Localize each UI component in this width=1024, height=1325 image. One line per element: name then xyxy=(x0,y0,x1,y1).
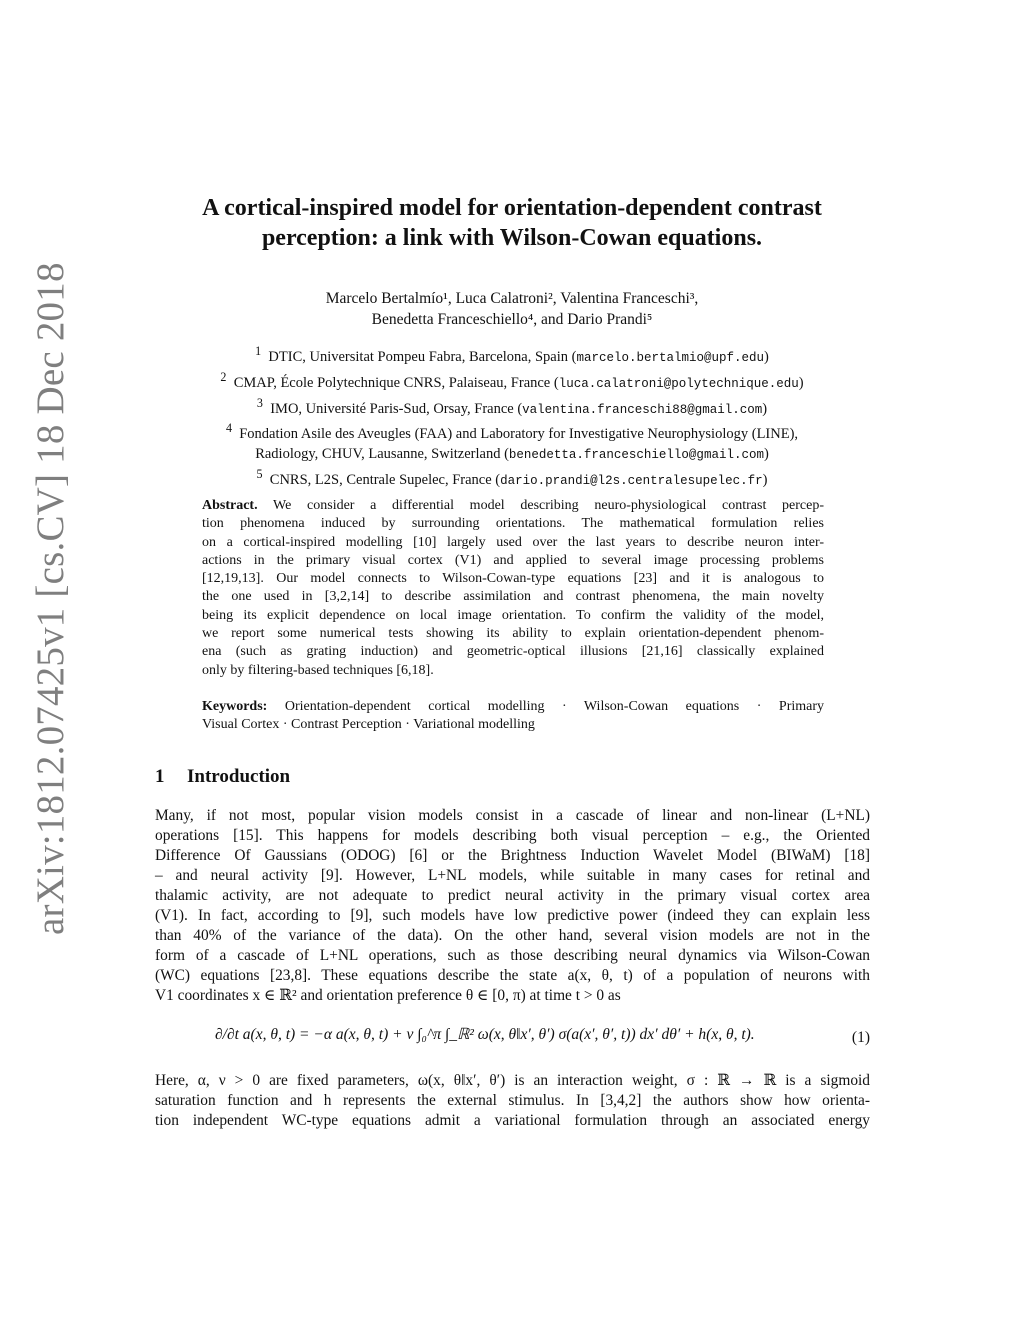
abstract-line: ena (such as grating induction) and geometric-optical illusions [21,16] classically explained xyxy=(202,644,824,660)
abstract-line: actions in the primary visual cortex (V1) and applied to several image processing problems xyxy=(202,552,824,568)
text-line: than 40% of the variance of the data). On the other hand, several vision models are not in the xyxy=(155,927,870,944)
section-title: Introduction xyxy=(187,766,291,787)
keywords-line: Visual Cortex · Contrast Perception · Variational modelling xyxy=(202,717,535,733)
abstract-line: [12,19,13]. Our model connects to Wilson-Cowan-type equations [23] and it is analogous to xyxy=(202,571,824,587)
abstract xyxy=(202,497,824,680)
text-line: form of a cascade of L+NL operations, such as those describing neural dynamics via Wilson-Cowan xyxy=(155,947,870,964)
abstract-label: Abstract. xyxy=(202,498,258,513)
paper-title xyxy=(140,193,884,253)
equation-formula: ∂/∂t a(x, θ, t) = −α a(x, θ, t) + ν ∫₀^π ∫_ℝ² ω(x, θ‖x′, θ′) σ(a(x′, θ′, t)) dx′ dθ′ + h(x, θ, t). xyxy=(215,1026,755,1043)
intro-paragraph xyxy=(155,806,870,1006)
affiliation-line: $^3$ IMO, Université Paris-Sud, Orsay, France (valentina.franceschi88@gmail.com) xyxy=(256,395,768,417)
title-line: A cortical-inspired model for orientation-dependent contrast xyxy=(202,195,822,221)
affiliation-line: $^1$ DTIC, Universitat Pompeu Fabra, Barcelona, Spain (marcelo.bertalmio@upf.edu) xyxy=(255,344,769,365)
text-line: – and neural activity [9]. However, L+NL models, while suitable in many cases for retinal and xyxy=(155,867,870,884)
arxiv-side-label: arXiv:1812.07425v1 [cs.CV] 18 Dec 2018 xyxy=(29,262,72,935)
text-line: operations [15]. This happens for models describing both visual perception – e.g., the Oriented xyxy=(155,827,870,844)
text-line: Here, α, ν > 0 are fixed parameters, ω(x, θ‖x′, θ′) is an interaction weight, σ : ℝ → ℝ is a sigmoid xyxy=(155,1072,870,1089)
affiliation-line: $^4$ Fondation Asile des Aveugles (FAA) and Laboratory for Investigative Neurophysiology (LINE), xyxy=(225,421,799,443)
abstract-line: only by filtering-based techniques [6,18]. xyxy=(202,662,434,678)
abstract-line: we report some numerical tests showing its ability to explain orientation-dependent phenom- xyxy=(202,626,824,642)
email-link[interactable]: valentina.franceschi88@gmail.com xyxy=(522,402,763,417)
text-line: thalamic activity, are not adequate to predict neural activity in the primary visual cortex area xyxy=(155,887,870,904)
text-line: (V1). In fact, according to [9], such models have low predictive power (indeed they can explain less xyxy=(155,907,870,924)
author-line: Marcelo Bertalmío¹, Luca Calatroni², Valentina Franceschi³, xyxy=(325,290,699,307)
email-link[interactable]: dario.prandi@l2s.centralesupelec.fr xyxy=(500,474,763,489)
email-link[interactable]: benedetta.franceschiello@gmail.com xyxy=(508,448,764,463)
text-line: Many, if not most, popular vision models consist in a cascade of linear and non-linear (L+NL) xyxy=(155,807,870,824)
text-line: tion independent WC-type equations admit a variational formulation through an associated energy xyxy=(155,1112,870,1129)
keywords-label: Keywords: xyxy=(202,699,268,714)
affiliation-line: Radiology, CHUV, Lausanne, Switzerland (benedetta.franceschiello@gmail.com) xyxy=(255,446,769,463)
equation-1 xyxy=(155,1017,870,1065)
email-link[interactable]: marcelo.bertalmio@upf.edu xyxy=(576,350,765,365)
author-line: Benedetta Franceschiello⁴, and Dario Prandi⁵ xyxy=(371,311,653,328)
abstract-line: tion phenomena induced by surrounding orientations. The mathematical formulation relies xyxy=(202,516,824,532)
abstract-line: the one used in [3,2,14] to describe assimilation and contrast phenomena, the main novelty xyxy=(202,589,824,605)
email-link[interactable]: luca.calatroni@polytechnique.edu xyxy=(558,376,799,391)
keywords xyxy=(202,698,824,735)
text-line: V1 coordinates x ∈ ℝ² and orientation preference θ ∈ [0, π) at time t > 0 as xyxy=(155,987,621,1004)
affiliation-line: $^5$ CNRS, L2S, Centrale Supelec, France (dario.prandi@l2s.centralesupelec.fr) xyxy=(256,467,768,489)
section-heading xyxy=(155,766,290,788)
paragraph-after-equation xyxy=(155,1071,870,1131)
abstract-line: We consider a differential model describing neuro-physiological contrast percep- xyxy=(273,498,824,513)
equation-number: (1) xyxy=(851,1029,870,1046)
text-line: Difference Of Gaussians (ODOG) [6] or the Brightness Induction Wavelet Model (BIWaM) [18] xyxy=(155,847,870,864)
affiliations xyxy=(140,342,884,491)
abstract-line: being its explicit dependence on local image orientation. To confirm the validity of the model, xyxy=(202,607,824,623)
affiliation-line: $^2$ CMAP, École Polytechnique CNRS, Palaiseau, France (luca.calatroni@polytechnique.edu) xyxy=(220,369,804,391)
section-number: 1 xyxy=(155,766,165,787)
title-line: perception: a link with Wilson-Cowan equations. xyxy=(261,225,763,251)
keywords-line: Orientation-dependent cortical modelling · Wilson-Cowan equations · Primary xyxy=(284,699,825,714)
text-line: saturation function and h represents the external stimulus. In [3,4,2] the authors show how orienta- xyxy=(155,1092,870,1109)
abstract-line: on a cortical-inspired modelling [10] largely used over the last years to describe neuron inter- xyxy=(202,534,824,550)
author-list xyxy=(140,288,884,330)
text-line: (WC) equations [23,8]. These equations describe the state a(x, θ, t) of a population of neurons with xyxy=(155,967,870,984)
